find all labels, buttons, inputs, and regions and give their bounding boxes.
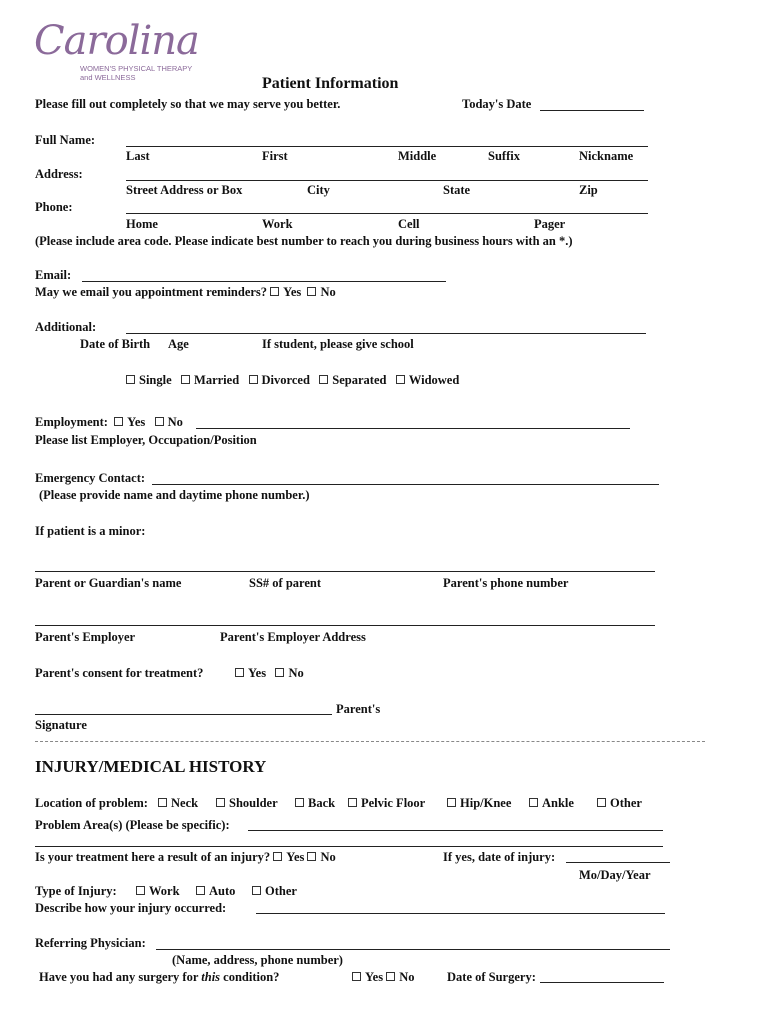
neck-checkbox[interactable] <box>158 798 167 807</box>
todays-date-label: Today's Date <box>462 97 532 111</box>
surgery-no-label: No <box>399 970 415 984</box>
widowed-label: Widowed <box>408 373 460 387</box>
street-label: Street Address or Box <box>126 183 243 197</box>
back-label: Back <box>308 796 336 810</box>
minor-label: If patient is a minor: <box>35 524 146 538</box>
neck-label: Neck <box>171 796 199 810</box>
location-back <box>295 796 335 811</box>
employment-no-label: No <box>167 415 183 429</box>
dob-label: Date of Birth <box>80 337 151 351</box>
surgery-yes-label: Yes <box>365 970 384 984</box>
type-auto <box>196 884 235 899</box>
full-name-field[interactable] <box>126 146 648 147</box>
type-auto-label: Auto <box>209 884 236 898</box>
type-work-checkbox[interactable] <box>136 886 145 895</box>
type-other-label: Other <box>265 884 297 898</box>
additional-field[interactable] <box>126 333 646 334</box>
email-yes-checkbox[interactable] <box>270 287 279 296</box>
logo-script: Carolina <box>34 18 199 64</box>
injury-yes-label: Yes <box>286 850 305 864</box>
consent-no-label: No <box>288 666 304 680</box>
location-label: Location of problem: <box>35 796 148 810</box>
injury-question-row <box>35 850 336 865</box>
nickname-label: Nickname <box>579 149 634 163</box>
married-checkbox[interactable] <box>181 375 190 384</box>
parent-employer-address-label: Parent's Employer Address <box>220 630 366 644</box>
employment-field[interactable] <box>196 428 630 429</box>
first-label: First <box>262 149 288 163</box>
type-auto-checkbox[interactable] <box>196 886 205 895</box>
employment-row <box>35 415 183 430</box>
married-label: Married <box>194 373 240 387</box>
ankle-checkbox[interactable] <box>529 798 538 807</box>
shoulder-label: Shoulder <box>229 796 278 810</box>
email-reminder-question: May we email you appointment reminders? <box>35 285 268 299</box>
injury-yes-checkbox[interactable] <box>273 852 282 861</box>
consent-yes-label: Yes <box>248 666 267 680</box>
surgery-question <box>39 970 279 985</box>
separated-checkbox[interactable] <box>319 375 328 384</box>
date-format-hint: Mo/Day/Year <box>579 868 651 882</box>
physician-note: (Name, address, phone number) <box>172 953 343 967</box>
employment-yes-label: Yes <box>127 415 146 429</box>
logo-subtitle <box>80 64 192 82</box>
school-label: If student, please give school <box>262 337 414 351</box>
emergency-label: Emergency Contact: <box>35 471 146 485</box>
referring-physician-label: Referring Physician: <box>35 936 146 950</box>
describe-injury-label: Describe how your injury occurred: <box>35 901 227 915</box>
pelvic-floor-label: Pelvic Floor <box>361 796 426 810</box>
state-label: State <box>443 183 471 197</box>
medical-history-title: INJURY/MEDICAL HISTORY <box>35 757 267 776</box>
back-checkbox[interactable] <box>295 798 304 807</box>
pager-label: Pager <box>534 217 566 231</box>
email-no-checkbox[interactable] <box>307 287 316 296</box>
location-pelvic <box>348 796 425 811</box>
logo-sub-line1: WOMEN'S PHYSICAL THERAPY <box>80 64 193 73</box>
employment-yes-checkbox[interactable] <box>114 417 123 426</box>
logo-sub-line2: and WELLNESS <box>80 73 136 82</box>
type-other-checkbox[interactable] <box>252 886 261 895</box>
form-title: Patient Information <box>262 75 399 92</box>
surgery-options <box>352 970 414 985</box>
phone-field[interactable] <box>126 213 648 214</box>
guardian-name-label: Parent or Guardian's name <box>35 576 182 590</box>
problem-area-field-2[interactable] <box>35 846 663 847</box>
surgery-date-label: Date of Surgery: <box>447 970 536 984</box>
widowed-checkbox[interactable] <box>396 375 405 384</box>
cell-label: Cell <box>398 217 420 231</box>
describe-injury-field[interactable] <box>256 913 665 914</box>
surgery-q-em: this <box>201 970 221 984</box>
single-label: Single <box>139 373 172 387</box>
problem-area-label: Problem Area(s) (Please be specific): <box>35 818 230 832</box>
divorced-checkbox[interactable] <box>249 375 258 384</box>
additional-label: Additional: <box>35 320 97 334</box>
location-shoulder <box>216 796 278 811</box>
referring-physician-field[interactable] <box>156 949 670 950</box>
address-field[interactable] <box>126 180 648 181</box>
work-label: Work <box>262 217 293 231</box>
surgery-yes-checkbox[interactable] <box>352 972 361 981</box>
employment-note: Please list Employer, Occupation/Position <box>35 433 257 447</box>
email-label: Email: <box>35 268 72 282</box>
guardian-field[interactable] <box>35 571 655 572</box>
phone-note: (Please include area code. Please indicate best number to reach you during business hours with an *.) <box>35 234 573 248</box>
email-field[interactable] <box>82 281 446 282</box>
hip-knee-checkbox[interactable] <box>447 798 456 807</box>
other-location-checkbox[interactable] <box>597 798 606 807</box>
injury-no-label: No <box>320 850 336 864</box>
address-label: Address: <box>35 167 83 181</box>
surgery-q-post: condition? <box>220 970 280 984</box>
email-reminder-row <box>35 285 336 300</box>
parent-employer-label: Parent's Employer <box>35 630 136 644</box>
separated-label: Separated <box>332 373 387 387</box>
type-other <box>252 884 297 899</box>
last-label: Last <box>126 149 150 163</box>
marital-status-row <box>126 373 459 388</box>
parent-signature-field[interactable] <box>35 714 332 715</box>
type-work-label: Work <box>149 884 180 898</box>
city-label: City <box>307 183 330 197</box>
age-label: Age <box>168 337 189 351</box>
injury-date-field[interactable] <box>566 862 670 863</box>
injury-question: Is your treatment here a result of an injury? <box>35 850 271 864</box>
emergency-note: (Please provide name and daytime phone number.) <box>39 488 310 502</box>
parent-signature-label-2: Signature <box>35 718 87 732</box>
consent-yes-checkbox[interactable] <box>235 668 244 677</box>
full-name-label: Full Name: <box>35 133 96 147</box>
consent-options <box>235 666 304 681</box>
parent-phone-label: Parent's phone number <box>443 576 569 590</box>
email-yes-label: Yes <box>283 285 302 299</box>
surgery-date-field[interactable] <box>540 982 664 983</box>
pelvic-floor-checkbox[interactable] <box>348 798 357 807</box>
parent-employer-field[interactable] <box>35 625 655 626</box>
location-hip <box>447 796 511 811</box>
home-label: Home <box>126 217 158 231</box>
surgery-q-pre: Have you had any surgery for <box>39 970 202 984</box>
single-checkbox[interactable] <box>126 375 135 384</box>
location-other <box>597 796 642 811</box>
other-location-label: Other <box>610 796 642 810</box>
location-neck <box>158 796 198 811</box>
phone-label: Phone: <box>35 200 73 214</box>
instruction: Please fill out completely so that we may serve you better. <box>35 97 341 111</box>
consent-no-checkbox[interactable] <box>275 668 284 677</box>
parent-ss-label: SS# of parent <box>249 576 322 590</box>
todays-date-field[interactable] <box>540 110 644 111</box>
ankle-label: Ankle <box>542 796 574 810</box>
clinic-logo <box>34 18 199 88</box>
parent-consent-label: Parent's consent for treatment? <box>35 666 204 680</box>
emergency-field[interactable] <box>152 484 659 485</box>
suffix-label: Suffix <box>488 149 520 163</box>
employment-no-checkbox[interactable] <box>155 417 164 426</box>
parent-signature-label-1: Parent's <box>336 702 381 716</box>
type-work <box>136 884 180 899</box>
location-ankle <box>529 796 574 811</box>
surgery-no-checkbox[interactable] <box>386 972 395 981</box>
divorced-label: Divorced <box>261 373 310 387</box>
problem-area-field[interactable] <box>248 830 663 831</box>
zip-label: Zip <box>579 183 598 197</box>
section-divider <box>35 741 705 742</box>
middle-label: Middle <box>398 149 437 163</box>
employment-label: Employment: <box>35 415 108 429</box>
shoulder-checkbox[interactable] <box>216 798 225 807</box>
hip-knee-label: Hip/Knee <box>460 796 512 810</box>
injury-type-label: Type of Injury: <box>35 884 117 898</box>
email-no-label: No <box>320 285 336 299</box>
injury-no-checkbox[interactable] <box>307 852 316 861</box>
injury-date-label: If yes, date of injury: <box>443 850 556 864</box>
